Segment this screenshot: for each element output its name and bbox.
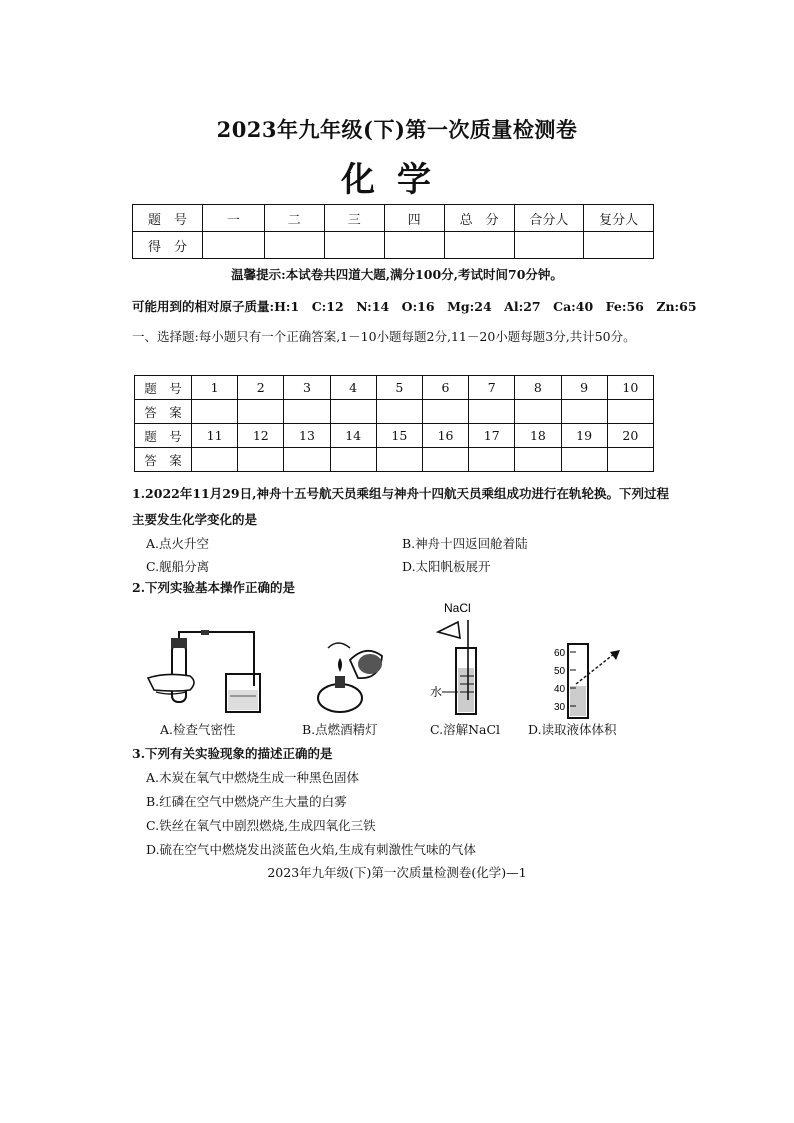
answer-row-label: 答 案 (135, 448, 192, 472)
answer-row-label: 答 案 (135, 400, 192, 424)
question-3-option-d[interactable]: D.硫在空气中燃烧发出淡蓝色火焰,生成有刺激性气味的气体 (146, 842, 477, 857)
answer-cell[interactable] (469, 400, 515, 424)
tick-label-50: 50 (554, 666, 566, 677)
question-number: 19 (561, 424, 607, 448)
score-input-cell[interactable] (202, 232, 264, 259)
answer-cell[interactable] (422, 448, 468, 472)
question-1-option-b[interactable]: B.神舟十四返回舱着陆 (402, 536, 528, 551)
answer-input-row (135, 400, 654, 424)
score-input-cell[interactable] (384, 232, 444, 259)
score-cell: 合分人 (514, 205, 584, 232)
question-number: 18 (515, 424, 561, 448)
subject-title: 化学 (341, 160, 453, 200)
question-number: 6 (422, 376, 468, 400)
question-3-option-a[interactable]: A.木炭在氧气中燃烧生成一种黑色固体 (146, 770, 360, 785)
answer-cell[interactable] (422, 400, 468, 424)
score-cell: 一 (202, 205, 264, 232)
alcohol-lamp-figure (310, 634, 390, 716)
answer-cell[interactable] (515, 400, 561, 424)
question-number: 1 (192, 376, 238, 400)
question-number: 3 (284, 376, 330, 400)
question-number: 8 (515, 376, 561, 400)
page-title: 2023年九年级(下)第一次质量检测卷 (216, 117, 578, 142)
score-input-cell[interactable] (514, 232, 584, 259)
answer-cell[interactable] (330, 448, 376, 472)
score-table-header-row (133, 205, 654, 232)
score-input-cell[interactable] (324, 232, 384, 259)
question-1-option-a[interactable]: A.点火升空 (146, 536, 210, 551)
question-number: 17 (469, 424, 515, 448)
score-cell: 三 (324, 205, 384, 232)
question-3-stem: 3.下列有关实验现象的描述正确的是 (132, 746, 333, 761)
score-cell: 总 分 (444, 205, 514, 232)
answer-cell[interactable] (607, 400, 653, 424)
dissolving-nacl-figure (430, 600, 502, 718)
score-table (132, 204, 654, 259)
score-input-cell[interactable] (444, 232, 514, 259)
answer-number-row (135, 424, 654, 448)
question-number: 11 (192, 424, 238, 448)
answer-cell[interactable] (376, 400, 422, 424)
question-number: 7 (469, 376, 515, 400)
page-footer: 2023年九年级(下)第一次质量检测卷(化学)—1 (267, 865, 527, 880)
answer-table (134, 375, 654, 472)
question-number: 15 (376, 424, 422, 448)
question-2-option-c[interactable]: C.溶解NaCl (430, 722, 501, 737)
answer-cell[interactable] (238, 448, 284, 472)
question-number: 12 (238, 424, 284, 448)
question-3-option-c[interactable]: C.铁丝在氧气中剧烈燃烧,生成四氧化三铁 (146, 818, 376, 833)
score-cell: 四 (384, 205, 444, 232)
answer-cell[interactable] (330, 400, 376, 424)
score-input-cell[interactable] (584, 232, 654, 259)
question-1-stem: 1.2022年11月29日,神舟十五号航天员乘组与神舟十四航天员乘组成功进行在轨轮换。下列过程主要发生化学变化的是 (132, 486, 669, 527)
answer-cell[interactable] (284, 400, 330, 424)
question-number: 20 (607, 424, 653, 448)
score-input-cell[interactable] (264, 232, 324, 259)
water-label: 水 (430, 685, 443, 699)
warm-tip: 温馨提示:本试卷共四道大题,满分100分,考试时间70分钟。 (231, 267, 563, 282)
question-1-option-c[interactable]: C.舰船分离 (146, 559, 210, 574)
score-label-cell: 得 分 (133, 232, 203, 259)
graduated-cylinder-figure (548, 640, 628, 720)
score-cell: 二 (264, 205, 324, 232)
question-2-option-d[interactable]: D.读取液体体积 (528, 722, 617, 737)
answer-cell[interactable] (192, 400, 238, 424)
question-number: 5 (376, 376, 422, 400)
answer-cell[interactable] (192, 448, 238, 472)
answer-cell[interactable] (515, 448, 561, 472)
answer-cell[interactable] (607, 448, 653, 472)
question-number: 10 (607, 376, 653, 400)
score-cell: 复分人 (584, 205, 654, 232)
answer-input-row (135, 448, 654, 472)
tick-label-40: 40 (554, 684, 566, 695)
airtightness-apparatus-figure (146, 630, 264, 718)
question-number: 13 (284, 424, 330, 448)
question-1-option-d[interactable]: D.太阳帆板展开 (402, 559, 491, 574)
answer-number-row (135, 376, 654, 400)
answer-cell[interactable] (238, 400, 284, 424)
question-3-option-b[interactable]: B.红磷在空气中燃烧产生大量的白雾 (146, 794, 347, 809)
question-number: 4 (330, 376, 376, 400)
tick-label-60: 60 (554, 648, 566, 659)
question-2-option-b[interactable]: B.点燃酒精灯 (302, 722, 378, 737)
answer-row-label: 题 号 (135, 424, 192, 448)
question-2-option-a[interactable]: A.检查气密性 (160, 722, 236, 737)
nacl-label: NaCl (444, 601, 471, 615)
score-table-score-row (133, 232, 654, 259)
atomic-masses: 可能用到的相对原子质量:H:1 C:12 N:14 O:16 Mg:24 Al:27 Ca:40 Fe:56 Zn:65 (132, 299, 697, 314)
section-1-instructions: 一、选择题:每小题只有一个正确答案,1－10小题每题2分,11－20小题每题3分,共计50分。 (132, 329, 636, 344)
answer-cell[interactable] (376, 448, 422, 472)
answer-cell[interactable] (561, 448, 607, 472)
score-cell: 题 号 (133, 205, 203, 232)
question-number: 16 (422, 424, 468, 448)
question-number: 2 (238, 376, 284, 400)
question-2-stem: 2.下列实验基本操作正确的是 (132, 580, 296, 595)
answer-cell[interactable] (561, 400, 607, 424)
question-number: 9 (561, 376, 607, 400)
answer-row-label: 题 号 (135, 376, 192, 400)
answer-cell[interactable] (469, 448, 515, 472)
tick-label-30: 30 (554, 702, 566, 713)
question-number: 14 (330, 424, 376, 448)
answer-cell[interactable] (284, 448, 330, 472)
